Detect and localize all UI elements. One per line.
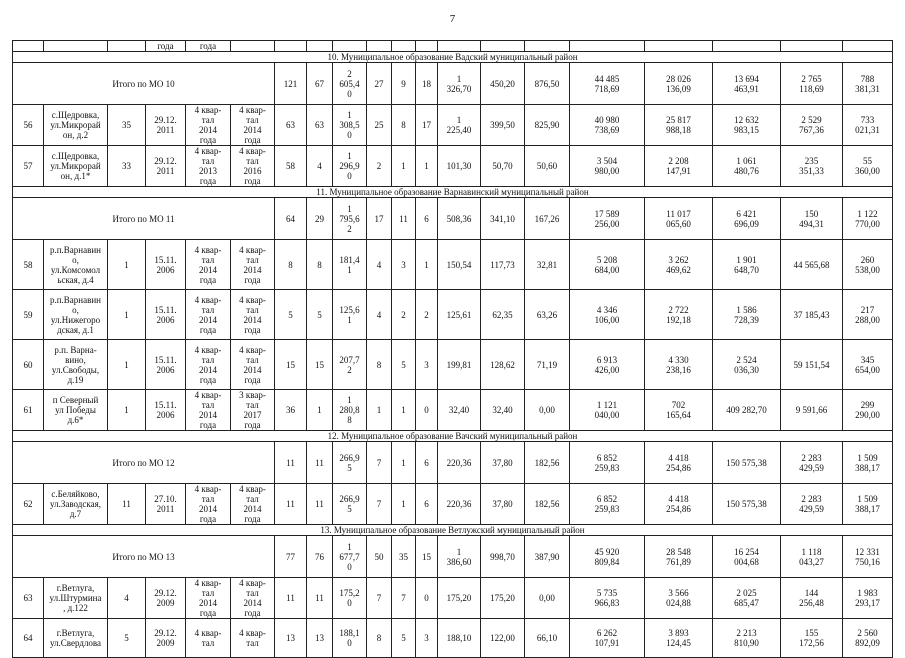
address-cell: р.п. Варна- вино, ул.Свободы, д.19 bbox=[44, 340, 108, 390]
table-row bbox=[13, 240, 893, 290]
row-number: 60 bbox=[13, 340, 44, 390]
table-cell: 5 bbox=[307, 290, 333, 340]
date-cell: 15.11. 2006 bbox=[146, 290, 186, 340]
table-cell: 58 bbox=[275, 146, 307, 187]
table-cell: 9 bbox=[392, 63, 416, 105]
table-cell: 876,50 bbox=[525, 63, 570, 105]
table-cell: 299 290,00 bbox=[843, 390, 893, 431]
table-cell: 101,30 bbox=[438, 146, 481, 187]
table-cell: 1 225,40 bbox=[438, 105, 481, 146]
table-cell: 3 bbox=[392, 240, 416, 290]
table-cell: 6 262 107,91 bbox=[570, 619, 645, 658]
table-cell: 1 296,9 0 bbox=[333, 146, 367, 187]
table-cell: 1 386,60 bbox=[438, 536, 481, 578]
table-cell: 217 288,00 bbox=[843, 290, 893, 340]
table-cell: 3 квар- тал 2017 года bbox=[231, 390, 275, 431]
table-cell: 117,73 bbox=[481, 240, 525, 290]
table-cell: 4 330 238,16 bbox=[645, 340, 713, 390]
date-cell: 15.11. 2006 bbox=[146, 390, 186, 431]
table-cell: 3 566 024,88 bbox=[645, 578, 713, 619]
table-cell: 6 bbox=[416, 198, 438, 240]
table-cell: 6 913 426,00 bbox=[570, 340, 645, 390]
table-cell: 11 bbox=[108, 484, 146, 525]
table-cell: 175,2 0 bbox=[333, 578, 367, 619]
table-cell: 32,40 bbox=[438, 390, 481, 431]
table-cell: 2 529 767,36 bbox=[781, 105, 843, 146]
table-cell bbox=[13, 41, 44, 52]
table-cell: 1 677,7 0 bbox=[333, 536, 367, 578]
section-total-row bbox=[13, 198, 893, 240]
table-cell bbox=[108, 41, 146, 52]
table-cell: 128,62 bbox=[481, 340, 525, 390]
table-cell: 387,90 bbox=[525, 536, 570, 578]
table-cell: 341,10 bbox=[481, 198, 525, 240]
table-cell bbox=[781, 41, 843, 52]
table-cell: 4 квар- тал 2014 года bbox=[231, 290, 275, 340]
table-cell: 2 bbox=[392, 290, 416, 340]
row-number: 57 bbox=[13, 146, 44, 187]
table-cell: 260 538,00 bbox=[843, 240, 893, 290]
table-cell: 1 586 728,39 bbox=[713, 290, 781, 340]
row-number: 64 bbox=[13, 619, 44, 658]
table-cell: 35 bbox=[108, 105, 146, 146]
table-cell: 3 893 124,45 bbox=[645, 619, 713, 658]
table-cell: 150 494,31 bbox=[781, 198, 843, 240]
table-cell bbox=[843, 41, 893, 52]
table-cell: 44 485 718,69 bbox=[570, 63, 645, 105]
address-cell: г.Ветлуга, ул.Свердлова bbox=[44, 619, 108, 658]
table-cell: 182,56 bbox=[525, 484, 570, 525]
table-cell: 2 765 118,69 bbox=[781, 63, 843, 105]
table-cell: 12 632 983,15 bbox=[713, 105, 781, 146]
page-number: 7 bbox=[449, 13, 456, 25]
table-cell: 1 326,70 bbox=[438, 63, 481, 105]
table-cell: 17 589 256,00 bbox=[570, 198, 645, 240]
table-cell: 50,60 bbox=[525, 146, 570, 187]
date-cell: 29.12. 2011 bbox=[146, 105, 186, 146]
table-cell: 45 920 809,84 bbox=[570, 536, 645, 578]
table-cell: 37,80 bbox=[481, 442, 525, 484]
table-cell: 188,1 0 bbox=[333, 619, 367, 658]
table-cell: 4 квар- тал 2014 года bbox=[231, 484, 275, 525]
table-cell: 125,6 1 bbox=[333, 290, 367, 340]
table-cell: 125,61 bbox=[438, 290, 481, 340]
table-cell: 11 bbox=[275, 484, 307, 525]
table-cell: 4 квар- тал 2014 года bbox=[186, 340, 231, 390]
table-cell: 11 bbox=[275, 442, 307, 484]
table-cell bbox=[367, 41, 392, 52]
table-cell: 50,70 bbox=[481, 146, 525, 187]
table-cell: 4 квар- тал 2014 года bbox=[186, 105, 231, 146]
table-cell bbox=[645, 41, 713, 52]
table-cell: 5 208 684,00 bbox=[570, 240, 645, 290]
date-cell: 15.11. 2006 bbox=[146, 240, 186, 290]
table-cell: 199,81 bbox=[438, 340, 481, 390]
table-cell: 11 bbox=[307, 442, 333, 484]
table-cell: 1 bbox=[367, 390, 392, 431]
table-cell: 1 308,5 0 bbox=[333, 105, 367, 146]
table-cell: 122,00 bbox=[481, 619, 525, 658]
table-cell: 207,7 2 bbox=[333, 340, 367, 390]
table-cell: 1 bbox=[392, 390, 416, 431]
table-cell: 66,10 bbox=[525, 619, 570, 658]
table-cell: 40 980 738,69 bbox=[570, 105, 645, 146]
table-cell: 4 квар- тал 2014 года bbox=[186, 390, 231, 431]
total-label: Итого по МО 12 bbox=[13, 442, 275, 484]
table-cell: 1 122 770,00 bbox=[843, 198, 893, 240]
table-cell: 25 817 988,18 bbox=[645, 105, 713, 146]
table-cell: 13 694 463,91 bbox=[713, 63, 781, 105]
table-row bbox=[13, 578, 893, 619]
table-cell: 27 bbox=[367, 63, 392, 105]
table-cell: 175,20 bbox=[438, 578, 481, 619]
table-cell: 220,36 bbox=[438, 442, 481, 484]
table-cell: 4 квар- тал 2014 года bbox=[186, 240, 231, 290]
table-cell bbox=[438, 41, 481, 52]
table-cell: 7 bbox=[367, 578, 392, 619]
table-cell: 18 bbox=[416, 63, 438, 105]
table-cell: 17 bbox=[367, 198, 392, 240]
section-title-row bbox=[13, 431, 893, 442]
table-cell: 55 360,00 bbox=[843, 146, 893, 187]
table-cell bbox=[713, 41, 781, 52]
table-cell: 4 346 106,00 bbox=[570, 290, 645, 340]
table-cell: 825,90 bbox=[525, 105, 570, 146]
table-cell: 64 bbox=[275, 198, 307, 240]
table-cell: 17 bbox=[416, 105, 438, 146]
table-cell: 8 bbox=[367, 340, 392, 390]
address-cell: р.п.Варнавин о, ул.Комсомол ьская, д.4 bbox=[44, 240, 108, 290]
address-cell: г.Ветлуга, ул.Штурмина , д.122 bbox=[44, 578, 108, 619]
table-cell: 4 квар- тал 2014 года bbox=[186, 290, 231, 340]
section-title: 10. Муниципальное образование Вадский муниципальный район bbox=[13, 52, 893, 63]
section-title-row bbox=[13, 52, 893, 63]
table-cell: 1 bbox=[307, 390, 333, 431]
row-number: 63 bbox=[13, 578, 44, 619]
table-cell: 2 bbox=[416, 290, 438, 340]
table-cell bbox=[481, 41, 525, 52]
table-cell: 409 282,70 bbox=[713, 390, 781, 431]
address-cell: п Северный ул Победы д.6* bbox=[44, 390, 108, 431]
section-total-row bbox=[13, 63, 893, 105]
table-cell: 7 bbox=[367, 442, 392, 484]
table-cell: 13 bbox=[307, 619, 333, 658]
table-cell: 25 bbox=[367, 105, 392, 146]
table-cell: 12 331 750,16 bbox=[843, 536, 893, 578]
table-cell: 7 bbox=[392, 578, 416, 619]
table-cell: 1 795,6 2 bbox=[333, 198, 367, 240]
table-cell: 50 bbox=[367, 536, 392, 578]
row-number: 59 bbox=[13, 290, 44, 340]
section-title: 11. Муниципальное образование Варнавинский муниципальный район bbox=[13, 187, 893, 198]
table-cell: 1 bbox=[108, 340, 146, 390]
table-cell: 6 852 259,83 bbox=[570, 484, 645, 525]
section-total-row bbox=[13, 536, 893, 578]
table-cell: 702 165,64 bbox=[645, 390, 713, 431]
table-cell: 399,50 bbox=[481, 105, 525, 146]
table-cell: 1 bbox=[392, 442, 416, 484]
table-cell: 150,54 bbox=[438, 240, 481, 290]
table-cell: 220,36 bbox=[438, 484, 481, 525]
table-cell: 155 172,56 bbox=[781, 619, 843, 658]
table-cell: 4 квар- тал 2014 года bbox=[231, 240, 275, 290]
table-cell: 1 118 043,27 bbox=[781, 536, 843, 578]
table-cell: 13 bbox=[275, 619, 307, 658]
table-cell: 167,26 bbox=[525, 198, 570, 240]
table-row bbox=[13, 290, 893, 340]
table-cell: 2 524 036,30 bbox=[713, 340, 781, 390]
table-cell: 4 bbox=[367, 290, 392, 340]
table-cell: 1 280,8 8 bbox=[333, 390, 367, 431]
table-cell: 0 bbox=[416, 390, 438, 431]
table-cell: 181,4 1 bbox=[333, 240, 367, 290]
table-row bbox=[13, 619, 893, 658]
table-cell: 11 017 065,60 bbox=[645, 198, 713, 240]
table-cell: 1 509 388,17 bbox=[843, 484, 893, 525]
table-cell: года bbox=[146, 41, 186, 52]
table-cell: 2 283 429,59 bbox=[781, 442, 843, 484]
table-cell: года bbox=[186, 41, 231, 52]
table-cell: 37 185,43 bbox=[781, 290, 843, 340]
table-cell: 4 квар- тал 2014 года bbox=[231, 105, 275, 146]
table-cell: 733 021,31 bbox=[843, 105, 893, 146]
table-cell bbox=[275, 41, 307, 52]
table-cell: 4 квар- тал bbox=[231, 619, 275, 658]
table-cell: 11 bbox=[275, 578, 307, 619]
address-cell: с.Щедровка, ул.Микрорай он, д.1* bbox=[44, 146, 108, 187]
table-cell: 2 605,4 0 bbox=[333, 63, 367, 105]
table-cell: 62,35 bbox=[481, 290, 525, 340]
table-cell: 35 bbox=[392, 536, 416, 578]
table-cell: 8 bbox=[367, 619, 392, 658]
table-cell: 235 351,33 bbox=[781, 146, 843, 187]
table-cell: 0,00 bbox=[525, 578, 570, 619]
table-cell: 5 bbox=[275, 290, 307, 340]
section-title-row bbox=[13, 187, 893, 198]
table-cell: 29 bbox=[307, 198, 333, 240]
table-cell: 33 bbox=[108, 146, 146, 187]
table-cell: 76 bbox=[307, 536, 333, 578]
table-row bbox=[13, 146, 893, 187]
table-row bbox=[13, 105, 893, 146]
table-cell: 36 bbox=[275, 390, 307, 431]
table-cell: 1 bbox=[416, 240, 438, 290]
table-cell: 2 bbox=[367, 146, 392, 187]
table-cell: 2 560 892,09 bbox=[843, 619, 893, 658]
table-cell: 2 213 810,90 bbox=[713, 619, 781, 658]
table-cell: 71,19 bbox=[525, 340, 570, 390]
table-cell: 15 bbox=[275, 340, 307, 390]
table-cell: 1 bbox=[392, 484, 416, 525]
table-cell: 4 квар- тал 2014 года bbox=[231, 340, 275, 390]
table-cell: 8 bbox=[307, 240, 333, 290]
table-cell: 188,10 bbox=[438, 619, 481, 658]
table-cell: 450,20 bbox=[481, 63, 525, 105]
table-cell: 59 151,54 bbox=[781, 340, 843, 390]
total-label: Итого по МО 10 bbox=[13, 63, 275, 105]
date-cell: 27.10. 2011 bbox=[146, 484, 186, 525]
section-title-row bbox=[13, 525, 893, 536]
table-cell: 63 bbox=[307, 105, 333, 146]
table-cell: 1 bbox=[416, 146, 438, 187]
table-cell: 5 bbox=[108, 619, 146, 658]
total-label: Итого по МО 11 bbox=[13, 198, 275, 240]
section-title: 12. Муниципальное образование Вачский муниципальный район bbox=[13, 431, 893, 442]
table-cell: 32,40 bbox=[481, 390, 525, 431]
table-cell bbox=[570, 41, 645, 52]
table-cell: 5 bbox=[392, 619, 416, 658]
table-cell: 4 квар- тал 2014 года bbox=[231, 578, 275, 619]
table-cell: 3 bbox=[416, 340, 438, 390]
table-cell: 1 983 293,17 bbox=[843, 578, 893, 619]
table-cell: 6 bbox=[416, 442, 438, 484]
table-cell: 4 418 254,86 bbox=[645, 442, 713, 484]
table-cell: 7 bbox=[367, 484, 392, 525]
table-cell: 2 283 429,59 bbox=[781, 484, 843, 525]
table-cell: 15 bbox=[416, 536, 438, 578]
table-cell: 0,00 bbox=[525, 390, 570, 431]
table-cell: 182,56 bbox=[525, 442, 570, 484]
date-cell: 29.12. 2009 bbox=[146, 619, 186, 658]
table-cell: 4 квар- тал 2014 года bbox=[186, 484, 231, 525]
table-cell: 1 901 648,70 bbox=[713, 240, 781, 290]
row-number: 61 bbox=[13, 390, 44, 431]
table-cell: 11 bbox=[307, 578, 333, 619]
table-cell: 4 квар- тал bbox=[186, 619, 231, 658]
table-cell: 345 654,00 bbox=[843, 340, 893, 390]
date-cell: 29.12. 2011 bbox=[146, 146, 186, 187]
table-cell: 28 026 136,09 bbox=[645, 63, 713, 105]
row-number: 56 bbox=[13, 105, 44, 146]
table-cell: 63 bbox=[275, 105, 307, 146]
table-cell: 788 381,31 bbox=[843, 63, 893, 105]
table-cell: 4 bbox=[367, 240, 392, 290]
table-cell: 8 bbox=[392, 105, 416, 146]
table-cell: 0 bbox=[416, 578, 438, 619]
table-cell: 1 bbox=[108, 390, 146, 431]
row-number: 58 bbox=[13, 240, 44, 290]
table-cell: 144 256,48 bbox=[781, 578, 843, 619]
table-cell: 1 061 480,76 bbox=[713, 146, 781, 187]
table-cell: 6 bbox=[416, 484, 438, 525]
table-row bbox=[13, 340, 893, 390]
table-cell: 1 509 388,17 bbox=[843, 442, 893, 484]
table-cell: 11 bbox=[392, 198, 416, 240]
address-cell: с.Щедровка, ул.Микрорай он, д.2 bbox=[44, 105, 108, 146]
table-cell: 44 565,68 bbox=[781, 240, 843, 290]
table-cell: 121 bbox=[275, 63, 307, 105]
section-total-row bbox=[13, 442, 893, 484]
table-cell: 4 квар- тал 2013 года bbox=[186, 146, 231, 187]
date-cell: 15.11. 2006 bbox=[146, 340, 186, 390]
row-number: 62 bbox=[13, 484, 44, 525]
table-cell: 150 575,38 bbox=[713, 442, 781, 484]
table-header-fragment bbox=[13, 41, 893, 52]
table-cell: 1 bbox=[108, 240, 146, 290]
table-cell bbox=[525, 41, 570, 52]
table-cell: 15 bbox=[307, 340, 333, 390]
table-cell: 9 591,66 bbox=[781, 390, 843, 431]
table-cell: 5 bbox=[392, 340, 416, 390]
table-cell: 150 575,38 bbox=[713, 484, 781, 525]
table-cell: 175,20 bbox=[481, 578, 525, 619]
table-cell: 4 418 254,86 bbox=[645, 484, 713, 525]
table-cell: 2 722 192,18 bbox=[645, 290, 713, 340]
table-cell: 4 bbox=[307, 146, 333, 187]
address-cell: с.Беляйково, ул.Заводская, д.7 bbox=[44, 484, 108, 525]
section-title: 13. Муниципальное образование Ветлужский муниципальный район bbox=[13, 525, 893, 536]
table-cell: 998,70 bbox=[481, 536, 525, 578]
table-cell: 37,80 bbox=[481, 484, 525, 525]
table-cell: 67 bbox=[307, 63, 333, 105]
address-cell: р.п.Варнавин о, ул.Нижегоро дская, д.1 bbox=[44, 290, 108, 340]
table-cell: 77 bbox=[275, 536, 307, 578]
table-cell bbox=[392, 41, 416, 52]
table-cell: 11 bbox=[307, 484, 333, 525]
table-row bbox=[13, 484, 893, 525]
table-cell: 32,81 bbox=[525, 240, 570, 290]
table-cell: 2 025 685,47 bbox=[713, 578, 781, 619]
table-cell bbox=[307, 41, 333, 52]
table-cell: 508,36 bbox=[438, 198, 481, 240]
table-cell: 63,26 bbox=[525, 290, 570, 340]
table-cell: 3 bbox=[416, 619, 438, 658]
table-cell: 4 bbox=[108, 578, 146, 619]
table-cell: 3 504 980,00 bbox=[570, 146, 645, 187]
table-cell bbox=[231, 41, 275, 52]
table-cell: 1 bbox=[108, 290, 146, 340]
table-cell bbox=[416, 41, 438, 52]
table-cell: 4 квар- тал 2014 года bbox=[186, 578, 231, 619]
table-cell: 1 bbox=[392, 146, 416, 187]
table-cell: 16 254 004,68 bbox=[713, 536, 781, 578]
table-cell: 4 квар- тал 2016 года bbox=[231, 146, 275, 187]
table-cell: 266,9 5 bbox=[333, 442, 367, 484]
table-cell: 3 262 469,62 bbox=[645, 240, 713, 290]
date-cell: 29.12. 2009 bbox=[146, 578, 186, 619]
table-cell: 1 121 040,00 bbox=[570, 390, 645, 431]
table-cell: 266,9 5 bbox=[333, 484, 367, 525]
table-cell: 8 bbox=[275, 240, 307, 290]
table-cell: 5 735 966,83 bbox=[570, 578, 645, 619]
table-cell: 6 852 259,83 bbox=[570, 442, 645, 484]
total-label: Итого по МО 13 bbox=[13, 536, 275, 578]
table-cell: 2 208 147,91 bbox=[645, 146, 713, 187]
housing-program-table bbox=[12, 40, 893, 658]
table-cell bbox=[333, 41, 367, 52]
table-cell: 28 548 761,89 bbox=[645, 536, 713, 578]
table-cell bbox=[44, 41, 108, 52]
table-cell: 6 421 696,09 bbox=[713, 198, 781, 240]
table-row bbox=[13, 390, 893, 431]
